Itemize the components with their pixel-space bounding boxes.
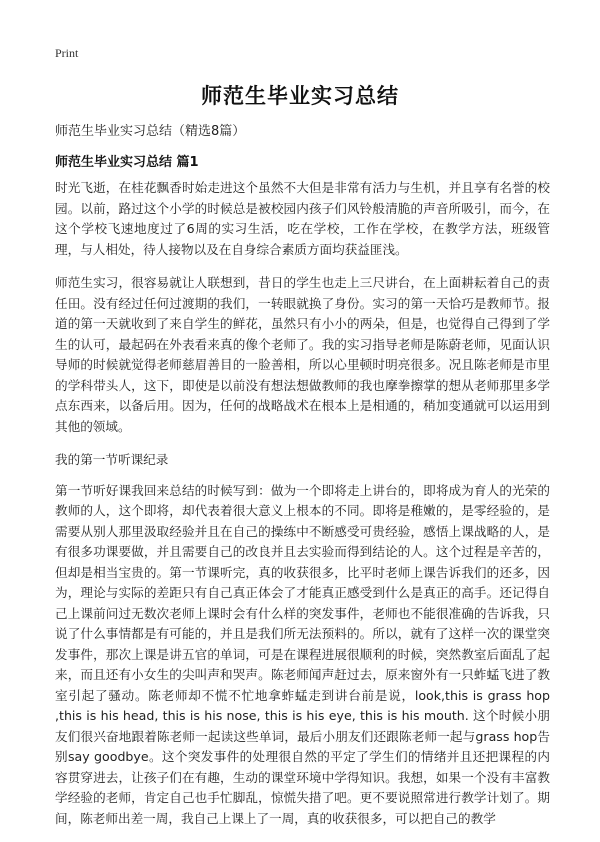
document-subtitle: 师范生毕业实习总结（精选8篇） bbox=[55, 124, 246, 139]
paragraph-intro: 时光飞逝，在桂花飘香时始走进这个虽然不大但是非常有活力与生机，并且享有名誉的校园。以前，路过这个小学的时候总是被校园内孩子们风铃般清脆的声音所吸引，而今，在这个学校飞速地度过了6周的实习生活，吃在学校，工作在学校，在教学方法，班级管理，与人相处，待人接物以及在自身综合素质方面均获益匪浅。 bbox=[55, 180, 550, 257]
section-heading: 师范生毕业实习总结 篇1 bbox=[55, 155, 199, 170]
document-title: 师范生毕业实习总结 bbox=[201, 84, 399, 108]
article-body bbox=[55, 178, 550, 842]
print-label[interactable]: Print bbox=[55, 46, 79, 60]
paragraph-first-lesson: 第一节听好课我回来总结的时候写到：做为一个即将走上讲台的，即将成为育人的光荣的教师的人，这个即将，却代表着很大意义上根本的不同。即将是稚嫩的，是零经验的，是需要从别人那里汲取经验并且在自己的操练中不断感受可贵经验，感悟上课战略的人，是有很多功课要做，并且需要自己的改良并且去实验而得到结论的人。这个过程是辛苦的，但却是相当宝贵的。第一节课听完，真的收获很多，比平时老师上课告诉我们的还多，因为，理论与实际的差距只有自己真正体会了才能真正感受到什么是真正的高手。还记得自己上课前问过无数次老师上课时会有什么样的突发事件，老师也不能很准确的告诉我，只说了什么事情都是有可能的，并且是我们所无法预料的。所以，就有了这样一次的课堂突发事件，那次上课是讲五官的单词，可是在课程进展很顺利的时候，突然教室后面乱了起来，而且还有小女生的尖叫声和哭声。陈老师闻声赶过去，原来窗外有一只蚱蜢飞进了教室引起了骚动。陈老师却不慌不忙地拿蚱蜢走到讲台前是说，look,this is grass hop ,this is his head, this is his nose, this is his eye, this is his mouth. 这个时候小朋友们很兴奋地跟着陈老师一起读这些单词，最后小朋友们还跟陈老师一起与grass hop告别say goodbye。这个突发事件的处理很自然的平定了学生们的情绪并且还把课程的内容贯穿进去，让孩子们在有趣，生动的课堂环境中学得知识。我想，如果一个没有丰富教学经验的老师，肯定自己也手忙脚乱，惊慌失措了吧。更不要说照常进行教学计划了。期间，陈老师出差一周，我自己上课上了一周，真的收获很多，可以把自己的教学 bbox=[55, 482, 550, 826]
paragraph-subheading: 我的第一节听课纪录 bbox=[55, 452, 169, 467]
paragraph-internship: 师范生实习，很容易就让人联想到，昔日的学生也走上三尺讲台，在上面耕耘着自己的责任田。没有经过任何过渡期的我们，一转眼就换了身份。实习的第一天恰巧是教师节。报道的第一天就收到了来自学生的鲜花，虽然只有小小的两朵，但是，也觉得自己得到了学生的认可，最起码在外表看来真的像个老师了。我的实习指导老师是陈蔚老师，见面认识导师的时候就觉得老师慈眉善目的一脸善相，所以心里顿时明亮很多。况且陈老师是市里的学科带头人，这下，即使是以前没有想法想做教师的我也摩拳擦掌的想从老师那里多学点东西来，以备后用。因为，任何的战略战术在根本上是相通的，稍加变通就可以运用到其他的领域。 bbox=[55, 275, 550, 434]
